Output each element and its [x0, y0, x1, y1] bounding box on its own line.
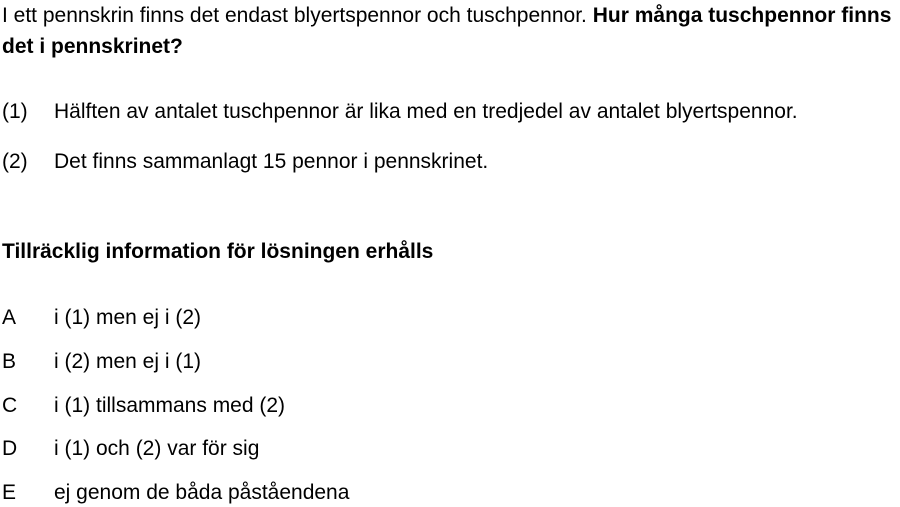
statement-text: Hälften av antalet tuschpennor är lika med en tredjedel av antalet blyertspennor. [54, 100, 798, 123]
statement-number: (2) [2, 150, 28, 173]
option-text: i (1) och (2) var för sig [54, 437, 260, 460]
question-intro: I ett pennskrin finns det endast blyertspennor och tuschpennor. [2, 4, 593, 27]
option-text: i (1) men ej i (2) [54, 306, 202, 329]
statement-number: (1) [2, 100, 28, 123]
question-text [2, 0, 892, 62]
option-letter: E [2, 481, 17, 504]
option-text: ej genom de båda påståendena [54, 481, 350, 504]
option-text: i (2) men ej i (1) [54, 350, 202, 373]
instruction-heading: Tillräcklig information för lösningen erhålls [2, 240, 434, 263]
option-letter: D [2, 437, 18, 460]
option-letter: C [2, 394, 18, 417]
option-letter: B [2, 350, 17, 373]
statement-text: Det finns sammanlagt 15 pennor i pennskrinet. [54, 150, 489, 173]
option-letter: A [2, 306, 17, 329]
option-text: i (1) tillsammans med (2) [54, 394, 286, 417]
question-ask: Hur många tuschpennor finns det i pennskrinet? [2, 4, 892, 58]
